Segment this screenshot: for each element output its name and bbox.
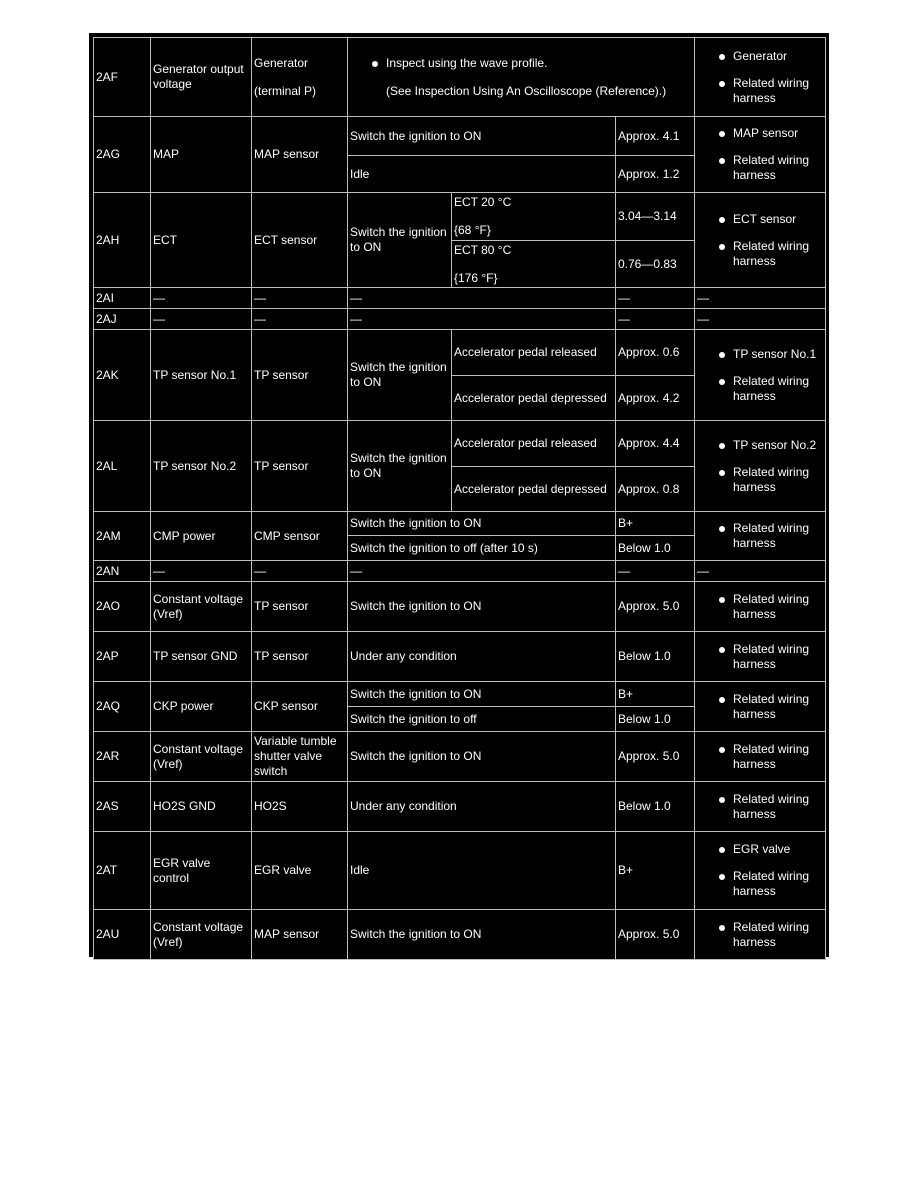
suspect-list xyxy=(697,642,823,672)
suspect-list xyxy=(697,49,823,106)
part-cell: TP sensor xyxy=(252,632,348,682)
value-cell: Below 1.0 xyxy=(616,632,695,682)
condition-cell xyxy=(348,38,695,117)
value-cell: — xyxy=(616,309,695,330)
table-row xyxy=(94,117,826,156)
description-cell: Generator output voltage xyxy=(151,38,252,117)
condition-cell: Idle xyxy=(348,832,616,910)
suspect-cell xyxy=(695,421,826,512)
list-item: Related wiring harness xyxy=(733,465,823,495)
table-row xyxy=(94,561,826,582)
part-cell: CKP sensor xyxy=(252,682,348,732)
list-item: TP sensor No.1 xyxy=(733,347,823,362)
suspect-list xyxy=(697,347,823,404)
suspect-cell xyxy=(695,682,826,732)
description-cell: ECT xyxy=(151,193,252,288)
suspect-cell xyxy=(695,38,826,117)
condition-line: Inspect using the wave profile. xyxy=(350,56,692,71)
list-item: Related wiring harness xyxy=(733,742,823,772)
part-cell: TP sensor xyxy=(252,582,348,632)
table-row xyxy=(94,910,826,960)
part-cell xyxy=(252,38,348,117)
part-cell: TP sensor xyxy=(252,330,348,421)
part-line: (terminal P) xyxy=(254,83,317,98)
suspect-list xyxy=(697,521,823,551)
description-cell: TP sensor No.1 xyxy=(151,330,252,421)
list-item: Related wiring harness xyxy=(733,239,823,269)
list-item: Related wiring harness xyxy=(733,869,823,899)
suspect-list xyxy=(697,592,823,622)
suspect-list xyxy=(697,212,823,269)
document-frame xyxy=(89,33,829,957)
terminal-cell: 2AJ xyxy=(94,309,151,330)
description-cell: EGR valve control xyxy=(151,832,252,910)
value-cell: Approx. 0.8 xyxy=(616,467,695,512)
description-cell: Constant voltage (Vref) xyxy=(151,910,252,960)
part-cell: MAP sensor xyxy=(252,910,348,960)
suspect-list xyxy=(697,792,823,822)
condition-cell: — xyxy=(348,561,616,582)
terminal-cell: 2AH xyxy=(94,193,151,288)
description-cell: Constant voltage (Vref) xyxy=(151,582,252,632)
suspect-cell: — xyxy=(695,288,826,309)
table-row xyxy=(94,330,826,376)
description-cell: MAP xyxy=(151,117,252,193)
terminal-cell: 2AM xyxy=(94,512,151,561)
list-item: Generator xyxy=(733,49,823,64)
part-cell: — xyxy=(252,309,348,330)
sub-condition-cell xyxy=(452,193,616,241)
sub-condition-line: {176 °F} xyxy=(454,270,498,285)
list-item: EGR valve xyxy=(733,842,823,857)
value-cell: Approx. 4.4 xyxy=(616,421,695,467)
table-row xyxy=(94,832,826,910)
suspect-cell xyxy=(695,632,826,682)
value-cell: 0.76—0.83 xyxy=(616,241,695,288)
terminal-cell: 2AI xyxy=(94,288,151,309)
list-item: Related wiring harness xyxy=(733,792,823,822)
list-item: TP sensor No.2 xyxy=(733,438,823,453)
list-item: MAP sensor xyxy=(733,126,823,141)
condition-cell: Under any condition xyxy=(348,632,616,682)
list-item: Related wiring harness xyxy=(733,920,823,950)
suspect-cell: — xyxy=(695,309,826,330)
value-cell: Approx. 1.2 xyxy=(616,156,695,193)
suspect-list xyxy=(697,842,823,899)
terminal-cell: 2AR xyxy=(94,732,151,782)
table-row xyxy=(94,421,826,467)
table-row xyxy=(94,582,826,632)
list-item: Related wiring harness xyxy=(733,521,823,551)
condition-cell: Switch the ignition to ON xyxy=(348,512,616,536)
value-cell: Approx. 5.0 xyxy=(616,582,695,632)
table-row xyxy=(94,38,826,117)
table-row xyxy=(94,512,826,536)
suspect-cell xyxy=(695,117,826,193)
description-cell: — xyxy=(151,309,252,330)
sub-condition-cell: Accelerator pedal released xyxy=(452,421,616,467)
terminal-cell: 2AG xyxy=(94,117,151,193)
list-item: ECT sensor xyxy=(733,212,823,227)
description-cell: TP sensor GND xyxy=(151,632,252,682)
list-item: Related wiring harness xyxy=(733,642,823,672)
list-item: Related wiring harness xyxy=(733,76,823,106)
description-cell: CMP power xyxy=(151,512,252,561)
terminal-cell: 2AS xyxy=(94,782,151,832)
condition-cell: Switch the ignition to off xyxy=(348,707,616,732)
suspect-cell xyxy=(695,910,826,960)
part-cell: EGR valve xyxy=(252,832,348,910)
list-item: Related wiring harness xyxy=(733,153,823,183)
part-cell: Variable tumble shutter valve switch xyxy=(252,732,348,782)
value-cell: Approx. 4.2 xyxy=(616,376,695,421)
condition-cell: Switch the ignition to ON xyxy=(348,732,616,782)
part-cell: HO2S xyxy=(252,782,348,832)
table-row xyxy=(94,193,826,241)
condition-cell: Switch the ignition to ON xyxy=(348,117,616,156)
description-cell: — xyxy=(151,288,252,309)
description-cell: TP sensor No.2 xyxy=(151,421,252,512)
part-cell: TP sensor xyxy=(252,421,348,512)
condition-cell: Switch the ignition to ON xyxy=(348,421,452,512)
suspect-list xyxy=(697,438,823,495)
terminal-cell: 2AT xyxy=(94,832,151,910)
description-cell: CKP power xyxy=(151,682,252,732)
suspect-list xyxy=(697,126,823,183)
suspect-cell xyxy=(695,832,826,910)
suspect-cell xyxy=(695,512,826,561)
value-cell: Below 1.0 xyxy=(616,707,695,732)
part-cell: — xyxy=(252,288,348,309)
list-item: Related wiring harness xyxy=(733,692,823,722)
value-cell: Approx. 5.0 xyxy=(616,910,695,960)
value-cell: Below 1.0 xyxy=(616,782,695,832)
table-row xyxy=(94,732,826,782)
description-cell: Constant voltage (Vref) xyxy=(151,732,252,782)
sub-condition-cell xyxy=(452,241,616,288)
value-cell: — xyxy=(616,288,695,309)
condition-line: (See Inspection Using An Oscilloscope (Reference).) xyxy=(386,83,667,98)
value-cell: B+ xyxy=(616,832,695,910)
value-cell: Approx. 5.0 xyxy=(616,732,695,782)
sub-condition-line: ECT 20 °C xyxy=(454,195,512,209)
condition-cell: Switch the ignition to ON xyxy=(348,193,452,288)
terminal-cell: 2AL xyxy=(94,421,151,512)
suspect-list xyxy=(697,742,823,772)
suspect-list xyxy=(697,920,823,950)
table-row xyxy=(94,782,826,832)
description-cell: — xyxy=(151,561,252,582)
table-row xyxy=(94,309,826,330)
condition-cell: — xyxy=(348,309,616,330)
condition-cell: Idle xyxy=(348,156,616,193)
table-row xyxy=(94,288,826,309)
sub-condition-line: ECT 80 °C xyxy=(454,242,512,257)
terminal-voltage-table xyxy=(93,37,826,960)
suspect-cell: — xyxy=(695,561,826,582)
part-cell: MAP sensor xyxy=(252,117,348,193)
condition-cell: Under any condition xyxy=(348,782,616,832)
terminal-cell: 2AP xyxy=(94,632,151,682)
terminal-cell: 2AK xyxy=(94,330,151,421)
condition-cell: Switch the ignition to off (after 10 s) xyxy=(348,536,616,561)
suspect-cell xyxy=(695,193,826,288)
value-cell: B+ xyxy=(616,682,695,707)
table-row xyxy=(94,682,826,707)
sub-condition-cell: Accelerator pedal depressed xyxy=(452,467,616,512)
condition-cell: Switch the ignition to ON xyxy=(348,582,616,632)
value-cell: B+ xyxy=(616,512,695,536)
sub-condition-line: {68 °F} xyxy=(454,223,491,237)
suspect-cell xyxy=(695,330,826,421)
suspect-list xyxy=(697,692,823,722)
value-cell: Below 1.0 xyxy=(616,536,695,561)
condition-cell: Switch the ignition to ON xyxy=(348,682,616,707)
terminal-cell: 2AU xyxy=(94,910,151,960)
terminal-cell: 2AQ xyxy=(94,682,151,732)
suspect-cell xyxy=(695,782,826,832)
part-cell: — xyxy=(252,561,348,582)
value-cell: Approx. 0.6 xyxy=(616,330,695,376)
sub-condition-cell: Accelerator pedal depressed xyxy=(452,376,616,421)
sub-condition-cell: Accelerator pedal released xyxy=(452,330,616,376)
list-item: Related wiring harness xyxy=(733,374,823,404)
list-item: Related wiring harness xyxy=(733,592,823,622)
condition-cell: Switch the ignition to ON xyxy=(348,330,452,421)
condition-cell: Switch the ignition to ON xyxy=(348,910,616,960)
part-cell: CMP sensor xyxy=(252,512,348,561)
part-line: Generator xyxy=(254,55,309,70)
terminal-cell: 2AF xyxy=(94,38,151,117)
terminal-cell: 2AN xyxy=(94,561,151,582)
description-cell: HO2S GND xyxy=(151,782,252,832)
terminal-cell: 2AO xyxy=(94,582,151,632)
suspect-cell xyxy=(695,732,826,782)
value-cell: 3.04—3.14 xyxy=(616,193,695,241)
table-row xyxy=(94,632,826,682)
value-cell: — xyxy=(616,561,695,582)
suspect-cell xyxy=(695,582,826,632)
part-cell: ECT sensor xyxy=(252,193,348,288)
condition-cell: — xyxy=(348,288,616,309)
value-cell: Approx. 4.1 xyxy=(616,117,695,156)
